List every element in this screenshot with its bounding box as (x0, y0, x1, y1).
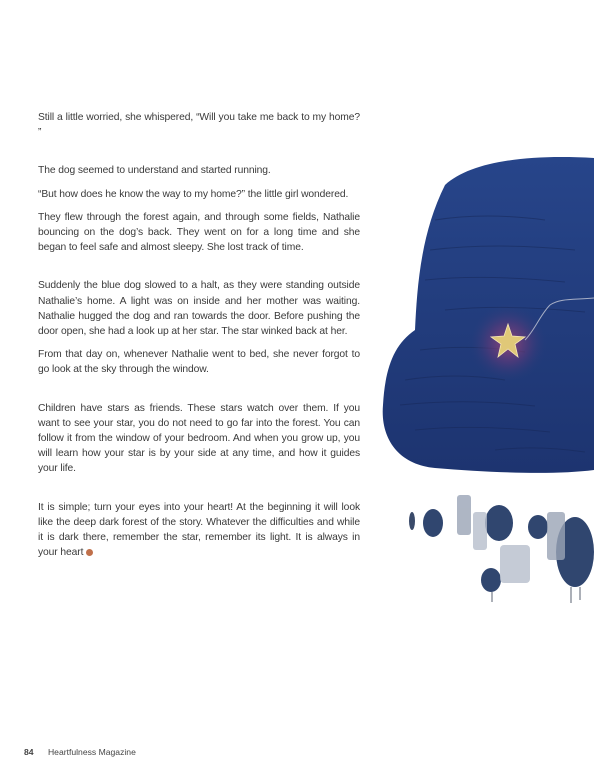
page-number: 84 (24, 747, 34, 757)
paragraph: The dog seemed to understand and started running. (38, 165, 271, 177)
blue-dog-illustration (375, 140, 594, 620)
paragraph-final-text: It is simple; turn your eyes into your heart! At the beginning it will look like the deep dark forest of the story. Whatever the difficulties and while it is dark there, remember the star, remember its light. It is always in your heart (38, 501, 360, 559)
paragraph: “But how does he know the way to my home?” the little girl wondered. (38, 188, 349, 200)
end-mark-dot (86, 549, 93, 556)
paragraph: Children have stars as friends. These stars watch over them. If you want to see your star, you do not need to go far into the forest. You can follow it from the window of your bedroom. And when you grow up, you will learn how your star is by your side at any time, and how it guides your life. (38, 402, 360, 475)
magazine-name: Heartfulness Magazine (47, 747, 136, 757)
paragraph-final (38, 500, 360, 561)
grey-grass (457, 495, 565, 583)
page-footer (24, 747, 136, 757)
paragraph: Suddenly the blue dog slowed to a halt, as they were standing outside Nathalie’s home. A light was on inside and her mother was waiting. Nathalie hugged the dog and ran towards the door. Before pushing the door open, she had a look up at her star. The star winked back at her. (38, 280, 360, 338)
paragraph: From that day on, whenever Nathalie went to bed, she never forgot to go look at the sky through the window. (38, 349, 360, 376)
rock-stems (492, 587, 580, 603)
paragraph: Still a little worried, she whispered, “Will you take me back to my home? ” (38, 112, 360, 139)
story-text (38, 110, 360, 560)
paragraph: They flew through the forest again, and through some fields, Nathalie bouncing on the dog’s back. They went on for a long time and she began to feel safe and almost sleepy. She lost track of time. (38, 211, 360, 254)
